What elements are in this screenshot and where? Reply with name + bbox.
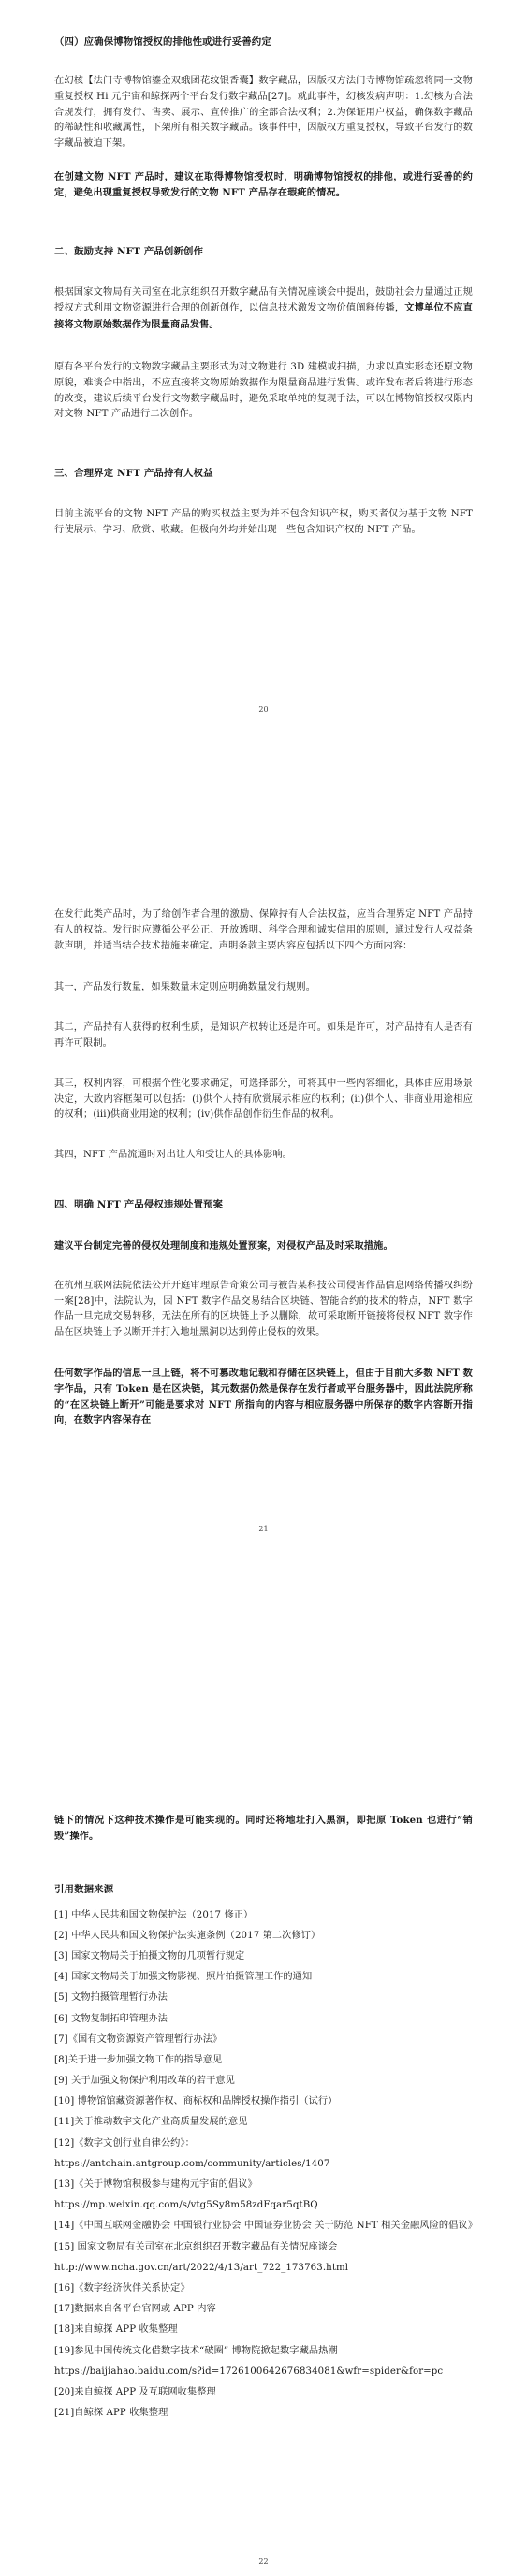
reference-item: [2] 中华人民共和国文物保护法实施条例（2017 第二次修订） [54, 1930, 321, 1941]
bold-paragraph: 任何数字作品的信息一旦上链，将不可篡改地记载和存储在区块链上，但由于目前大多数 NFT 数字作品，只有 Token 是在区块链，其元数据仍然是保存在发行者或平台服务器中，因此法院所称的“在区块链上断开”可能是要求对 NFT 所指向的内容与相应服务器中所保存的数字内容断开指向，在数字内容保存在 [54, 1367, 473, 1426]
reference-link[interactable]: https://mp.weixin.qq.com/s/vtg5Sy8m58zdFqar5qtBQ [54, 2200, 318, 2211]
references-list [54, 1908, 478, 2422]
paragraph-bold-text: 文博单位不应直接将文物原始数据作为限量商品发售。 [54, 302, 473, 331]
page-21-content [54, 907, 473, 1428]
document-page-20 [0, 0, 527, 861]
references-title: 引用数据来源 [54, 1883, 114, 1895]
reference-item: [8]关于进一步加强文物工作的指导意见 [54, 2054, 223, 2065]
reference-item: [17]数据来自各平台官网或 APP 内容 [54, 2304, 216, 2315]
document-page-21 [0, 861, 527, 1719]
reference-item: [5] 文物拍摄管理暂行办法 [54, 1992, 168, 2004]
reference-item: [9] 关于加强文物保护利用改革的若干意见 [54, 2076, 235, 2087]
paragraph [54, 285, 473, 334]
page-number: 20 [258, 705, 269, 714]
page-20-content [54, 35, 473, 539]
subsection-heading-4: （四）应确保博物馆授权的排他性或进行妥善约定 [54, 36, 271, 48]
reference-item: [15] 国家文物局有关司室在北京组织召开数字藏品有关情况座谈会 [54, 2241, 338, 2252]
page-22-content [54, 1813, 478, 2422]
reference-item: [16]《数字经济伙伴关系协定》 [54, 2282, 190, 2294]
reference-item: [7]《国有文物资源资产管理暂行办法》 [54, 2033, 223, 2045]
paragraph: 目前主流平台的文物 NFT 产品的购买权益主要为并不包含知识产权，购买者仅为基于文物 NFT 行使展示、学习、欣赏、收藏。但极向外均并始出现一些包含知识产权的 NFT 产品。 [54, 509, 473, 535]
reference-item: [20]来自鲸探 APP 及互联网收集整理 [54, 2386, 216, 2397]
reference-item: [4] 国家文物局关于加强文物影视、照片拍摄管理工作的通知 [54, 1972, 313, 1983]
page-number: 21 [258, 1525, 269, 1533]
document-page-22 [0, 1719, 527, 2576]
paragraph: 原有各平台发行的文物数字藏品主要形式为对文物进行 3D 建模或扫描，力求以真实形态还原文物原貌，难谈合中指出，不应直接将文物原始数据作为限量商品进行发售。或许发布者后将进行形态的改变，建议后续平台发行文物数字藏品时，避免采取单纯的复现手法，可以在博物馆授权权限内对文物 NFT 产品进行二次创作。 [54, 361, 473, 420]
reference-item: [3] 国家文物局关于拍摄文物的几项暂行规定 [54, 1950, 245, 1961]
paragraph: 其二，产品持有人获得的权利性质，是知识产权转让还是许可。如果是许可，对产品持有人是否有再许可限制。 [54, 1022, 473, 1049]
reference-item: [6] 文物复制拓印管理办法 [54, 2013, 168, 2024]
page-number: 22 [258, 2557, 269, 2566]
paragraph: 其三，权利内容，可根据个性化要求确定，可选择部分，可将其中一些内容细化，具体由应用场景决定，大致内容框架可以包括：(i)供个人持有欣赏展示相应的权利；(ii)供个人、非商业用途相应的权利；(iii)供商业用途的权利；(iv)供作品创作衍生作品的权利。 [54, 1078, 473, 1121]
reference-item: [11]关于推动数字文化产业高质量发展的意见 [54, 2117, 248, 2128]
paragraph: 在发行此类产品时，为了给创作者合理的激励、保障持有人合法权益，应当合理界定 NFT 产品持有人的权益。发行时应遵循公平公正、开放透明、科学合理和诚实信用的原则，通过发行人权益条款声明，并适当结合技术措施来确定。声明条款主要内容应包括以下四个方面内容： [54, 909, 473, 951]
paragraph-text: 根据国家文物局有关司室在北京组织召开数字藏品有关情况座谈会中提出，鼓励社会力量通过正规授权方式利用文物资源进行合理的创新创作，以信息技术激发文物价值阐释传播， [54, 286, 473, 314]
section-heading-2: 二、鼓励支持 NFT 产品创新创作 [54, 245, 204, 257]
bold-recommendation: 在创建文物 NFT 产品时，建议在取得博物馆授权时，明确博物馆授权的排他，或进行妥善的约定，避免出现重复授权导致发行的文物 NFT 产品存在瑕疵的情况。 [54, 170, 473, 198]
reference-item: [19]参见中国传统文化借数字技术“破圈” 博物院掀起数字藏品热潮 [54, 2345, 338, 2356]
reference-item: [12]《数字文创行业自律公约》： [54, 2137, 195, 2149]
paragraph: 在杭州互联网法院依法公开开庭审理原告奇策公司与被告某科技公司侵害作品信息网络传播权纠纷一案[28]中，法院认为，因 NFT 数字作品交易结合区块链、智能合约的技术的特点，NFT 数字作品一旦完成交易转移，无法在所有的区块链上予以删除，故可采取断开链接将侵权 NFT 数字作品在区块链上予以断开并打入地址黑洞以达到停止侵权的效果。 [54, 1280, 473, 1339]
reference-item: [1] 中华人民共和国文物保护法（2017 修正） [54, 1909, 254, 1920]
paragraph: 在幻核【法门寺博物馆鎏金双蛾团花纹银香囊】数字藏品，因版权方法门寺博物馆疏忽将同一文物重复授权 Hi 元宇宙和鲸探两个平台发行数字藏品[27]。就此事件，幻核发病声明：1.幻核为合法合规发行，拥有发行、售卖、展示、宣传推广的全部合法权利；2.为保证用户权益，确保数字藏品的稀缺性和收藏属性，下架所有相关数字藏品。该事件中，因版权方重复授权，导致平台发行的数字藏品被迫下架。 [54, 76, 473, 150]
reference-item: [14]《中国互联网金融协会 中国银行业协会 中国证券业协会 关于防范 NFT 相关金融风险的倡议》 [54, 2221, 478, 2232]
section-heading-3: 三、合理界定 NFT 产品持有人权益 [54, 468, 213, 480]
reference-item: [18]来自鲸探 APP 收集整理 [54, 2324, 178, 2336]
bold-recommendation: 建议平台制定完善的侵权处理制度和违规处置预案，对侵权产品及时采取措施。 [54, 1239, 393, 1252]
reference-item: [21]自鲸探 APP 收集整理 [54, 2408, 168, 2419]
reference-link[interactable]: https://antchain.antgroup.com/community/articles/1407 [54, 2158, 330, 2169]
reference-item: [10] 博物馆馆藏资源著作权、商标权和品牌授权操作指引（试行） [54, 2096, 338, 2107]
reference-link[interactable]: http://www.ncha.gov.cn/art/2022/4/13/art_722_173763.html [54, 2262, 349, 2273]
reference-link[interactable]: https://baijiahao.baidu.com/s?id=1726100642676834081&wfr=spider&for=pc [54, 2366, 444, 2377]
paragraph: 其一，产品发行数量，如果数量未定则应明确数量发行规则。 [54, 982, 316, 993]
section-heading-4: 四、明确 NFT 产品侵权违规处置预案 [54, 1198, 224, 1210]
paragraph: 其四，NFT 产品流通时对出让人和受让人的具体影响。 [54, 1150, 293, 1161]
reference-item: [13]《关于博物馆积极参与建构元宇宙的倡议》 [54, 2179, 257, 2191]
bold-paragraph: 链下的情况下这种技术操作是可能实现的。同时还将地址打入黑洞，即把原 Token 也进行“销毁”操作。 [54, 1815, 473, 1842]
